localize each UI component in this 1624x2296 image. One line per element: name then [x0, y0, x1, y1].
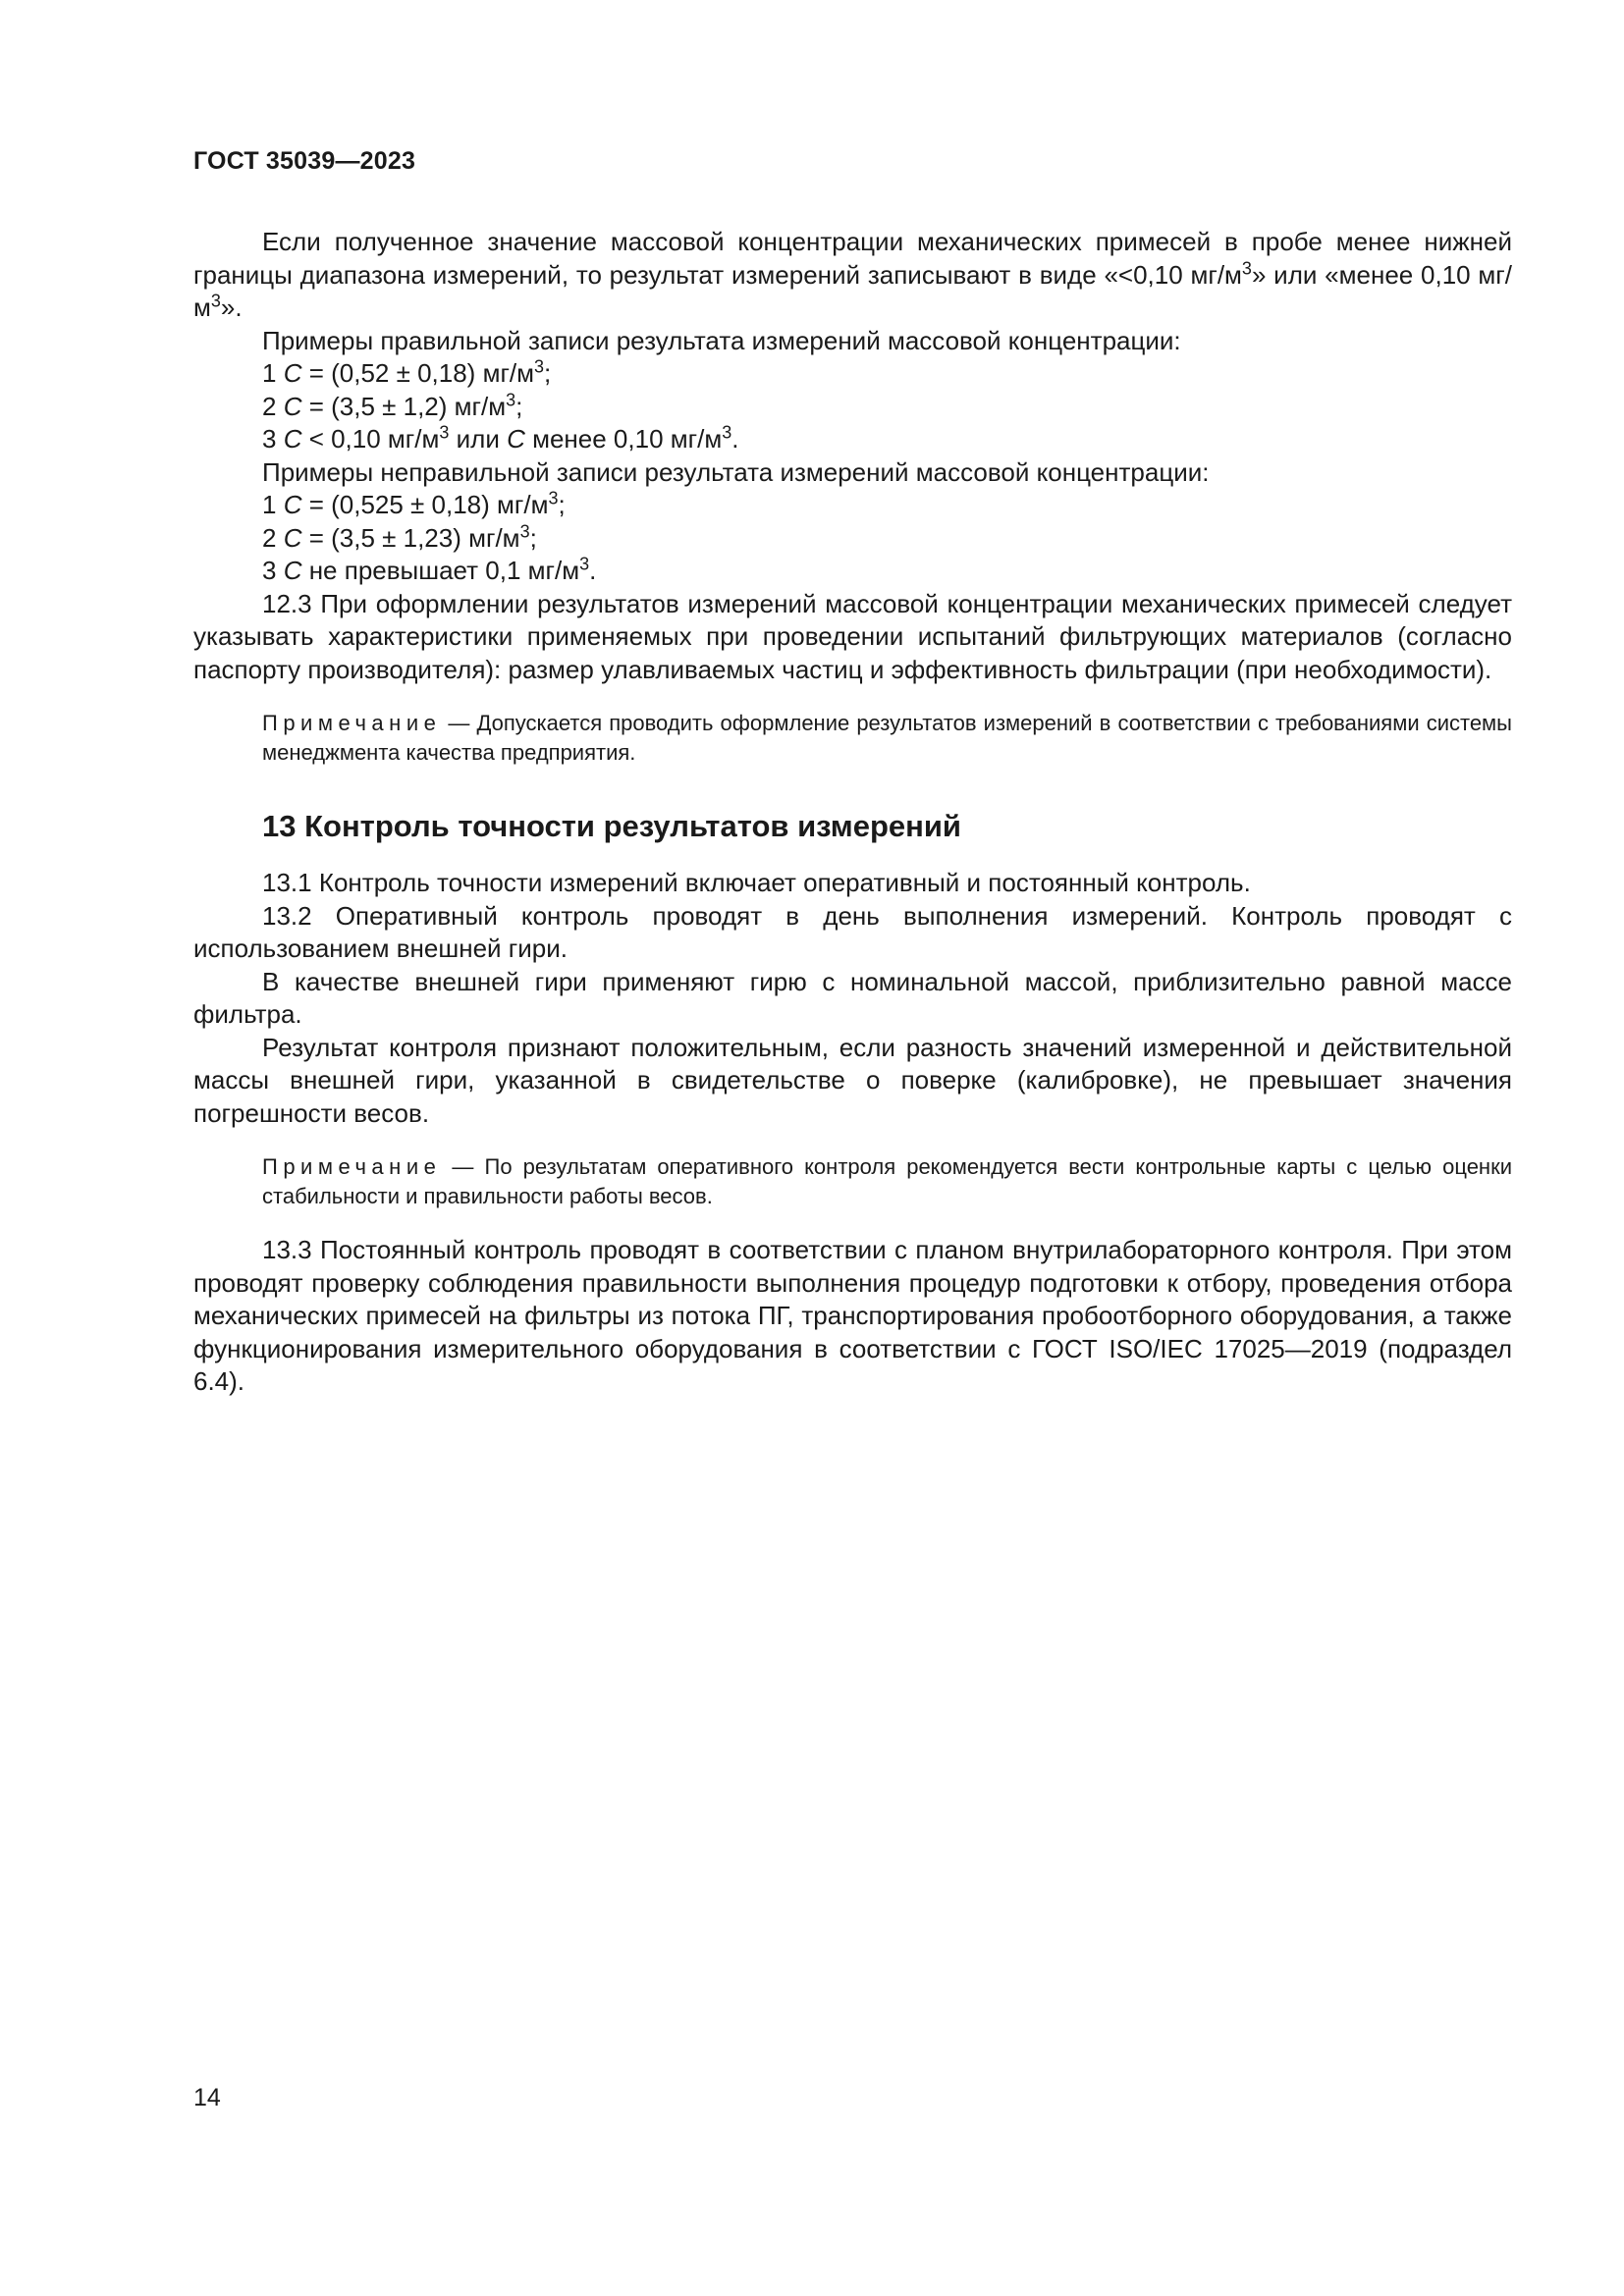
superscript: 3 — [548, 488, 559, 508]
correct-examples-intro: Примеры правильной записи результата измерений массовой концентрации: — [262, 325, 1181, 355]
example-text: = (3,5 ± 1,2) мг/м — [301, 391, 507, 421]
example-number: 1 — [262, 490, 284, 519]
correct-example-3 — [193, 423, 1512, 456]
paragraph-control-result: Результат контроля признают положительным, если разность значений измеренной и действительной массы внешней гири, указанной в свидетельстве о поверке (калибровке), не превышает значения погрешности весов. — [193, 1032, 1512, 1128]
superscript: 3 — [210, 291, 221, 311]
section-13-heading: 13 Контроль точности результатов измерений — [262, 809, 961, 843]
variable: C — [283, 358, 302, 388]
example-text: менее 0,10 мг/м — [524, 424, 723, 454]
superscript: 3 — [534, 356, 545, 377]
example-text: или — [449, 424, 508, 454]
superscript: 3 — [506, 389, 516, 409]
example-number: 3 — [262, 424, 284, 454]
variable: C — [283, 522, 302, 553]
punctuation: . — [589, 556, 597, 585]
incorrect-example-2 — [193, 522, 1512, 556]
paragraph-12-3: 12.3 При оформлении результатов измерений массовой концентрации механических примесей следует указывать характеристики применяемых при проведении испытаний фильтрующих материалов (согласно паспорту производителя): размер улавливаемых частиц и эффективность фильтрации (при необходимости). — [193, 588, 1512, 684]
paragraph-lower-limit — [193, 226, 1512, 325]
incorrect-example-3 — [193, 555, 1512, 588]
superscript: 3 — [1241, 257, 1252, 278]
variable: C — [283, 391, 302, 421]
text-fragment: » или «менее 0,10 мг/м — [193, 259, 1512, 322]
paragraph-external-weight: В качестве внешней гири применяют гирю с номинальной массой, приблизительно равной массе фильтра. — [193, 966, 1512, 1029]
superscript: 3 — [579, 554, 590, 574]
note-1 — [193, 709, 1512, 768]
example-text: < 0,10 мг/м — [301, 424, 440, 454]
example-number: 1 — [262, 358, 284, 388]
variable: C — [283, 424, 302, 454]
example-text: = (0,525 ± 0,18) мг/м — [301, 490, 549, 519]
punctuation: ; — [558, 490, 566, 519]
note-label: Примечание — [262, 1154, 442, 1179]
paragraph-13-3: 13.3 Постоянный контроль проводят в соответствии с планом внутрилабораторного контроля. При этом проводят проверку соблюдения правильности выполнения процедур подготовки к отбору, проведения отбора механических примесей на фильтры из потока ПГ, транспортирования пробоотборного оборудования, а также функционирования измерительного оборудования в соответствии с ГОСТ ISO/IEC 17025—2019 (подраздел 6.4). — [193, 1235, 1512, 1396]
page-number: 14 — [193, 2084, 221, 2111]
note-text: — Допускается проводить оформление результатов измерений в соответствии с требованиями системы менеджмента качества предприятия. — [262, 711, 1512, 765]
correct-example-2 — [193, 391, 1512, 424]
example-number: 2 — [262, 391, 284, 421]
example-number: 3 — [262, 556, 284, 585]
correct-example-1 — [193, 357, 1512, 391]
example-text: не превышает 0,1 мг/м — [301, 556, 580, 585]
punctuation: . — [731, 424, 739, 454]
superscript: 3 — [439, 422, 450, 443]
superscript: 3 — [722, 422, 732, 443]
superscript: 3 — [519, 520, 530, 541]
page-body — [193, 226, 1512, 1399]
note-text: — По результатам оперативного контроля рекомендуется вести контрольные карты с целью оценки стабильности и правильности работы весов. — [262, 1154, 1512, 1208]
punctuation: ; — [529, 522, 537, 553]
incorrect-examples-intro: Примеры неправильной записи результата измерений массовой концентрации: — [262, 456, 1210, 487]
paragraph-13-2: 13.2 Оперативный контроль проводят в день выполнения измерений. Контроль проводят с использованием внешней гири. — [193, 900, 1512, 963]
note-2 — [193, 1152, 1512, 1211]
example-number: 2 — [262, 522, 284, 553]
variable: C — [283, 490, 302, 519]
variable: C — [283, 556, 302, 585]
note-label: Примечание — [262, 711, 442, 735]
paragraph-13-1: 13.1 Контроль точности измерений включает оперативный и постоянный контроль. — [262, 868, 1251, 897]
document-code-header: ГОСТ 35039—2023 — [193, 147, 416, 175]
punctuation: ; — [515, 391, 523, 421]
example-text: = (0,52 ± 0,18) мг/м — [301, 358, 535, 388]
incorrect-example-1 — [193, 489, 1512, 522]
variable: C — [507, 424, 525, 454]
text-fragment: ». — [220, 293, 243, 322]
text-fragment: Если полученное значение массовой концентрации механических примесей в пробе менее нижней границы диапазона измерений, то результат измерений записывают в виде «<0,10 мг/м — [193, 227, 1512, 290]
example-text: = (3,5 ± 1,23) мг/м — [301, 522, 520, 553]
punctuation: ; — [544, 358, 552, 388]
